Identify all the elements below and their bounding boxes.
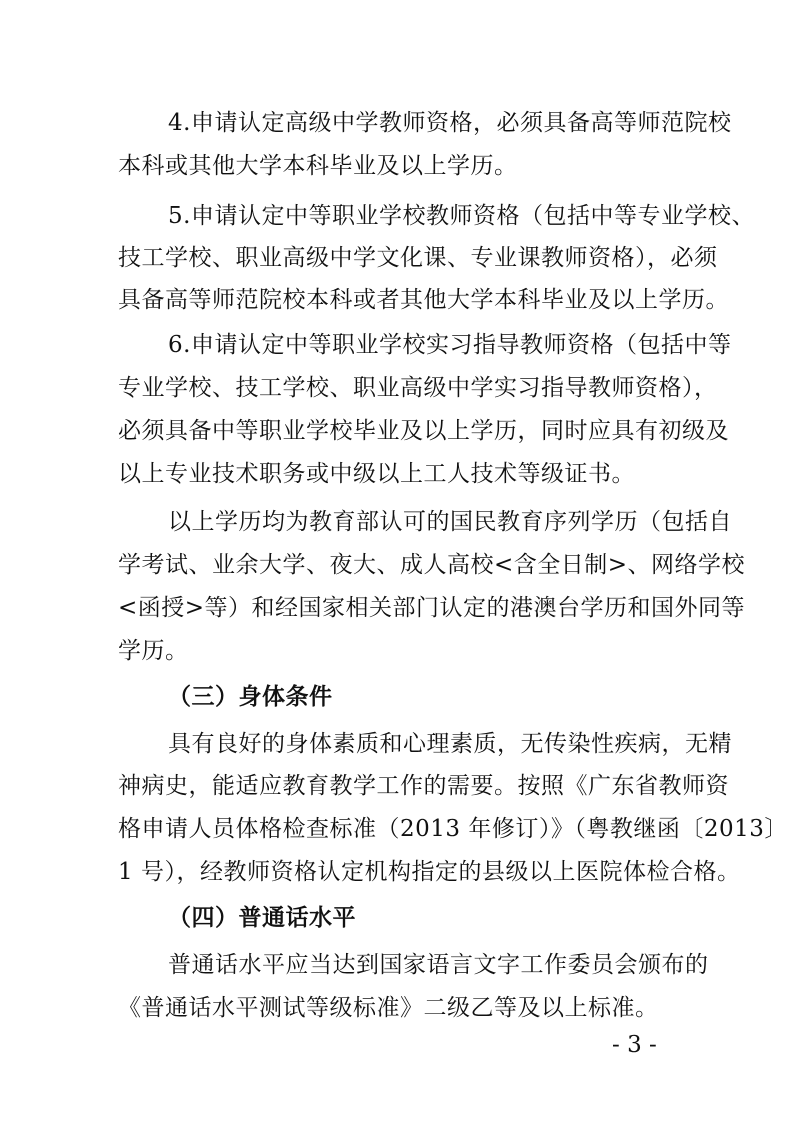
para7-line1: 以上学历均为教育部认可的国民教育序列学历（包括自 <box>168 509 732 535</box>
para8-line2: 神病史，能适应教育教学工作的需要。按照《广东省教师资 <box>118 773 729 799</box>
para8-line4: 1 号），经教师资格认定机构指定的县级以上医院体检合格。 <box>118 859 741 885</box>
para7-line3: <函授>等）和经国家相关部门认定的港澳台学历和国外同等 <box>118 595 746 621</box>
para8-line1: 具有良好的身体素质和心理素质，无传染性疾病，无精 <box>168 731 732 757</box>
para4-line2: 本科或其他大学本科毕业及以上学历。 <box>118 153 518 179</box>
para6-line2: 专业学校、技工学校、职业高级中学实习指导教师资格）， <box>118 375 718 401</box>
para7-line2: 学考试、业余大学、夜大、成人高校<含全日制>、网络学校 <box>118 552 746 578</box>
para9-line2: 《普通话水平测试等级标准》二级乙等及以上标准。 <box>118 995 659 1021</box>
para5-line3: 具备高等师范院校本科或者其他大学本科毕业及以上学历。 <box>118 287 729 313</box>
section-heading-physical: （三）身体条件 <box>168 683 333 710</box>
para9-line1: 普通话水平应当达到国家语言文字工作委员会颁布的 <box>168 952 709 978</box>
para8-line3: 格申请人员体格检查标准（2013 年修订）》（粤教继函〔2013〕 <box>118 816 788 842</box>
page-number: - 3 - <box>612 1032 657 1058</box>
para5-line1: 5.申请认定中等职业学校教师资格（包括中等专业学校、 <box>168 203 755 229</box>
para5-line2: 技工学校、职业高级中学文化课、专业课教师资格），必须 <box>118 245 718 271</box>
para6-line1: 6.申请认定中等职业学校实习指导教师资格（包括中等 <box>168 332 732 358</box>
para7-line4: 学历。 <box>118 638 189 664</box>
para6-line4: 以上专业技术职务或中级以上工人技术等级证书。 <box>118 461 635 487</box>
para4-line1: 4.申请认定高级中学教师资格，必须具备高等师范院校 <box>168 110 732 136</box>
section-heading-mandarin: （四）普通话水平 <box>168 904 356 931</box>
para6-line3: 必须具备中等职业学校毕业及以上学历，同时应具有初级及 <box>118 418 729 444</box>
